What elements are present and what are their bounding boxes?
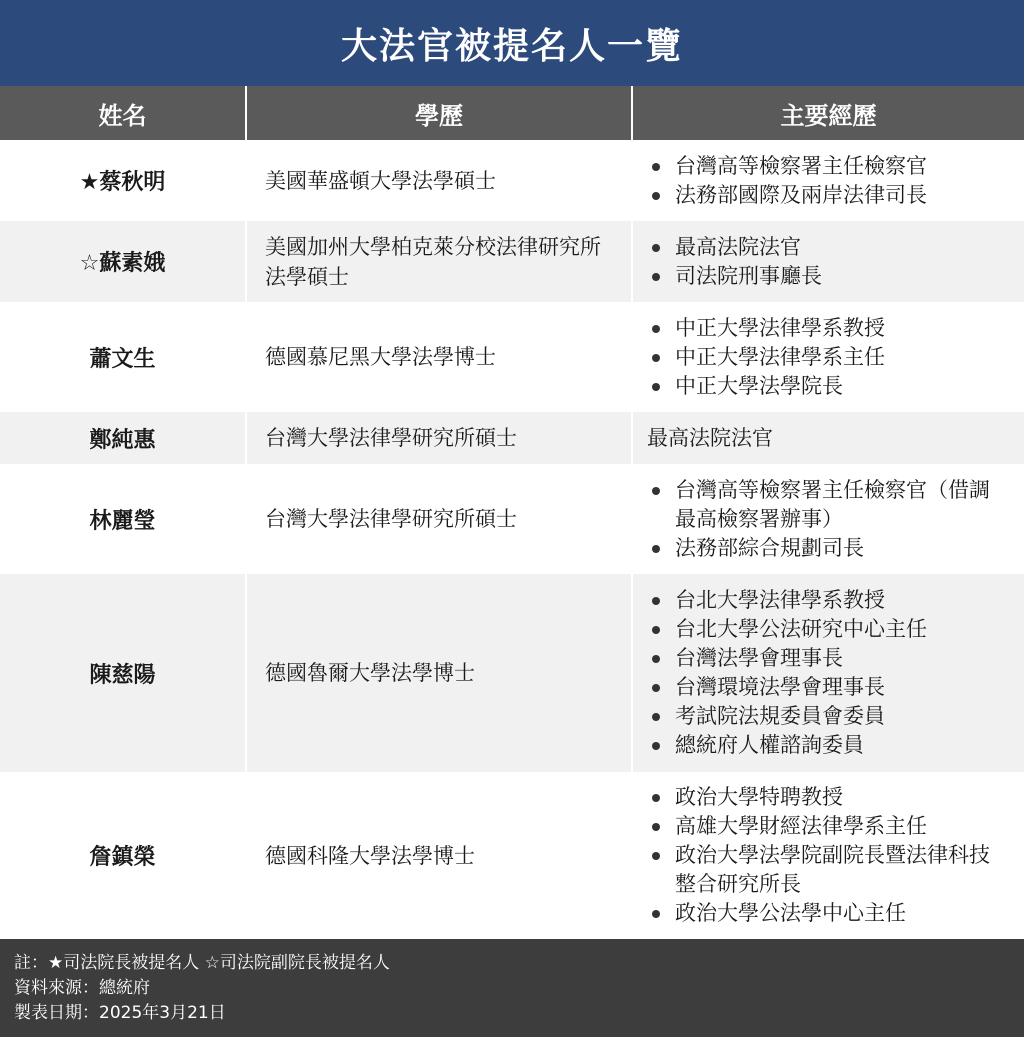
table-row (0, 772, 1024, 939)
experience-item: 台北大學公法研究中心主任 (647, 615, 927, 644)
nominee-experience (633, 140, 1024, 221)
nominee-education: 德國科隆大學法學博士 (247, 772, 633, 939)
table-row (0, 302, 1024, 412)
experience-item: 最高法院法官 (647, 233, 822, 262)
nominee-name: ★蔡秋明 (0, 140, 247, 221)
experience-item: 高雄大學財經法律學系主任 (647, 812, 1010, 841)
nominee-name: 陳慈陽 (0, 574, 247, 772)
table-row (0, 574, 1024, 772)
nominee-education: 德國魯爾大學法學博士 (247, 574, 633, 772)
experience-item: 司法院刑事廳長 (647, 262, 822, 291)
nominee-education: 台灣大學法律學研究所碩士 (247, 464, 633, 574)
experience-item: 台灣環境法學會理事長 (647, 673, 927, 702)
nominee-experience (633, 772, 1024, 939)
header-name: 姓名 (0, 86, 247, 140)
nominee-education: 台灣大學法律學研究所碩士 (247, 412, 633, 464)
header-experience: 主要經歷 (780, 101, 877, 130)
table-row (0, 140, 1024, 221)
table-row (0, 412, 1024, 464)
table-row (0, 221, 1024, 302)
header-education: 學歷 (247, 86, 633, 140)
nominee-education: 美國加州大學柏克萊分校法律研究所法學碩士 (247, 221, 633, 302)
nominee-experience (633, 574, 1024, 772)
page-title: 大法官被提名人一覽 (0, 0, 1024, 86)
nominee-name: 詹鎮榮 (0, 772, 247, 939)
experience-item: 考試院法規委員會委員 (647, 702, 927, 731)
nominee-experience (633, 221, 1024, 302)
experience-text: 最高法院法官 (647, 425, 773, 450)
nominee-experience (633, 302, 1024, 412)
nominee-name: 鄭純惠 (0, 412, 247, 464)
nominee-education: 美國華盛頓大學法學碩士 (247, 140, 633, 221)
experience-item: 法務部國際及兩岸法律司長 (647, 181, 927, 210)
experience-item: 中正大學法學院長 (647, 372, 885, 401)
nominee-name: ☆蘇素娥 (0, 221, 247, 302)
experience-item: 台灣高等檢察署主任檢察官（借調最高檢察署辦事） (647, 476, 1010, 534)
nominee-name: 林麗瑩 (0, 464, 247, 574)
experience-item: 台灣法學會理事長 (647, 644, 927, 673)
footer-source: 資料來源：總統府 (14, 978, 150, 998)
footer-notes (0, 939, 1024, 1037)
experience-item: 政治大學公法學中心主任 (647, 899, 1010, 928)
footer-note: 註：★司法院長被提名人 ☆司法院副院長被提名人 (14, 953, 390, 973)
experience-item: 中正大學法律學系教授 (647, 314, 885, 343)
experience-item: 政治大學法學院副院長暨法律科技整合研究所長 (647, 841, 1010, 899)
nominee-experience (633, 412, 1024, 464)
table-body (0, 140, 1024, 939)
experience-item: 總統府人權諮詢委員 (647, 731, 927, 760)
footer-date: 製表日期：2025年3月21日 (14, 1003, 226, 1023)
table-header (0, 86, 1024, 140)
experience-item: 台灣高等檢察署主任檢察官 (647, 152, 927, 181)
nominee-education: 德國慕尼黑大學法學博士 (247, 302, 633, 412)
table-row (0, 464, 1024, 574)
experience-item: 法務部綜合規劃司長 (647, 534, 1010, 563)
nominee-name: 蕭文生 (0, 302, 247, 412)
experience-item: 台北大學法律學系教授 (647, 586, 927, 615)
nominee-experience (633, 464, 1024, 574)
experience-item: 政治大學特聘教授 (647, 783, 1010, 812)
experience-item: 中正大學法律學系主任 (647, 343, 885, 372)
